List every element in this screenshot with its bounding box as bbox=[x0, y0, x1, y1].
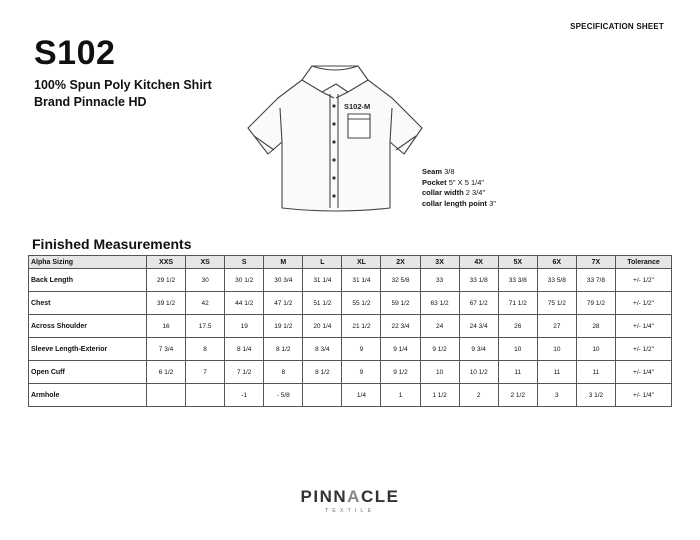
measurement-cell: +/- 1/4" bbox=[616, 315, 672, 338]
logo-wordmark: PINNACLE bbox=[300, 487, 400, 506]
measurement-cell: 17.5 bbox=[186, 315, 225, 338]
section-title: Finished Measurements bbox=[32, 236, 192, 252]
measurement-cell: 9 bbox=[342, 361, 381, 384]
measurement-cell: 24 bbox=[420, 315, 459, 338]
measurement-cell: 30 3/4 bbox=[264, 269, 303, 292]
measurement-cell: 8 3/4 bbox=[303, 338, 342, 361]
measurement-cell: 6 1/2 bbox=[147, 361, 186, 384]
header-cell: Tolerance bbox=[616, 256, 672, 269]
measurement-cell: 1 1/2 bbox=[420, 384, 459, 407]
product-name: 100% Spun Poly Kitchen Shirt bbox=[34, 78, 212, 92]
header-cell: 2X bbox=[381, 256, 420, 269]
measurement-cell: 29 1/2 bbox=[147, 269, 186, 292]
measurement-cell: 30 bbox=[186, 269, 225, 292]
measurement-cell: 30 1/2 bbox=[225, 269, 264, 292]
measurement-cell: 1 bbox=[381, 384, 420, 407]
measurement-cell: 39 1/2 bbox=[147, 292, 186, 315]
measurement-cell: 67 1/2 bbox=[459, 292, 498, 315]
header-cell: 3X bbox=[420, 256, 459, 269]
measurement-cell: +/- 1/2" bbox=[616, 269, 672, 292]
measurement-cell: 51 1/2 bbox=[303, 292, 342, 315]
measurement-cell: +/- 1/4" bbox=[616, 384, 672, 407]
measurement-cell bbox=[186, 384, 225, 407]
measurement-cell: 2 1/2 bbox=[498, 384, 537, 407]
measurement-cell: 9 1/4 bbox=[381, 338, 420, 361]
measurement-cell: +/- 1/2" bbox=[616, 338, 672, 361]
header-cell: S bbox=[225, 256, 264, 269]
measurement-cell: 79 1/2 bbox=[576, 292, 615, 315]
measurement-cell: 33 7/8 bbox=[576, 269, 615, 292]
header-cell: XS bbox=[186, 256, 225, 269]
measurement-cell: 19 bbox=[225, 315, 264, 338]
note-row: Seam 3/8 bbox=[422, 167, 455, 176]
measurement-cell: 16 bbox=[147, 315, 186, 338]
measurement-cell: 8 1/4 bbox=[225, 338, 264, 361]
measurement-cell: 7 1/2 bbox=[225, 361, 264, 384]
measurement-cell: 3 bbox=[537, 384, 576, 407]
sheet-label: SPECIFICATION SHEET bbox=[570, 22, 664, 31]
measurement-cell: 31 1/4 bbox=[342, 269, 381, 292]
brand-name: Brand Pinnacle HD bbox=[34, 95, 147, 109]
measurement-cell: 32 5/8 bbox=[381, 269, 420, 292]
table-row bbox=[29, 292, 672, 315]
measurement-cell: 33 1/8 bbox=[459, 269, 498, 292]
pinnacle-logo bbox=[0, 487, 700, 514]
measurement-cell: 10 1/2 bbox=[459, 361, 498, 384]
table-row bbox=[29, 361, 672, 384]
measurement-cell: 10 bbox=[420, 361, 459, 384]
row-label: Back Length bbox=[29, 269, 147, 292]
header-cell: 4X bbox=[459, 256, 498, 269]
measurement-cell: 7 bbox=[186, 361, 225, 384]
measurement-cell: 9 3/4 bbox=[459, 338, 498, 361]
measurement-cell: 8 1/2 bbox=[303, 361, 342, 384]
header-cell: 6X bbox=[537, 256, 576, 269]
style-code: S102 bbox=[34, 34, 116, 72]
measurement-cell: 24 3/4 bbox=[459, 315, 498, 338]
row-label: Chest bbox=[29, 292, 147, 315]
header-cell: M bbox=[264, 256, 303, 269]
note-row: collar width 2 3/4" bbox=[422, 188, 486, 197]
measurement-cell: 1/4 bbox=[342, 384, 381, 407]
measurement-cell: 8 bbox=[264, 361, 303, 384]
row-label: Sleeve Length-Exterior bbox=[29, 338, 147, 361]
measurement-cell: 10 bbox=[576, 338, 615, 361]
row-label: Open Cuff bbox=[29, 361, 147, 384]
measurement-cell: 9 1/2 bbox=[420, 338, 459, 361]
row-label: Armhole bbox=[29, 384, 147, 407]
measurement-cell: 19 1/2 bbox=[264, 315, 303, 338]
table-row bbox=[29, 269, 672, 292]
measurement-cell: 9 1/2 bbox=[381, 361, 420, 384]
header-cell: Alpha Sizing bbox=[29, 256, 147, 269]
table-row bbox=[29, 315, 672, 338]
measurement-cell: 3 1/2 bbox=[576, 384, 615, 407]
note-row: collar length point 3" bbox=[422, 198, 496, 208]
shirt-drawing bbox=[244, 58, 424, 218]
measurement-cell: 22 3/4 bbox=[381, 315, 420, 338]
measurement-cell: 11 bbox=[537, 361, 576, 384]
measurement-cell: 71 1/2 bbox=[498, 292, 537, 315]
header-cell: XXS bbox=[147, 256, 186, 269]
measurement-cell: - 5/8 bbox=[264, 384, 303, 407]
header-cell: 7X bbox=[576, 256, 615, 269]
measurement-cell: 10 bbox=[498, 338, 537, 361]
measurement-cell: 33 5/8 bbox=[537, 269, 576, 292]
measurement-cell: 7 3/4 bbox=[147, 338, 186, 361]
measurement-cell: +/- 1/4" bbox=[616, 361, 672, 384]
measurement-cell bbox=[147, 384, 186, 407]
measurement-cell: 44 1/2 bbox=[225, 292, 264, 315]
measurement-cell: 33 bbox=[420, 269, 459, 292]
measurement-cell: 8 1/2 bbox=[264, 338, 303, 361]
header-cell: XL bbox=[342, 256, 381, 269]
logo-tagline: TEXTILE bbox=[324, 508, 376, 514]
measurement-cell: 63 1/2 bbox=[420, 292, 459, 315]
measurement-cell: -1 bbox=[225, 384, 264, 407]
measurement-cell: 11 bbox=[498, 361, 537, 384]
table-header-row bbox=[29, 256, 672, 269]
measurement-cell: 75 1/2 bbox=[537, 292, 576, 315]
note-row: Pocket 5" X 5 1/4" bbox=[422, 177, 485, 187]
measurement-cell: 21 1/2 bbox=[342, 315, 381, 338]
pocket-label: S102-M bbox=[344, 102, 371, 111]
measurement-cell: 28 bbox=[576, 315, 615, 338]
measurement-cell: 55 1/2 bbox=[342, 292, 381, 315]
row-label: Across Shoulder bbox=[29, 315, 147, 338]
header-cell: 5X bbox=[498, 256, 537, 269]
measurement-cell: 20 1/4 bbox=[303, 315, 342, 338]
measurement-cell: 26 bbox=[498, 315, 537, 338]
header-cell: L bbox=[303, 256, 342, 269]
measurement-cell: 27 bbox=[537, 315, 576, 338]
table-row bbox=[29, 338, 672, 361]
measurement-cell: 31 1/4 bbox=[303, 269, 342, 292]
measurements-table bbox=[28, 255, 672, 407]
construction-notes bbox=[422, 167, 496, 209]
table-row bbox=[29, 384, 672, 407]
measurement-cell: 59 1/2 bbox=[381, 292, 420, 315]
measurement-cell: 9 bbox=[342, 338, 381, 361]
measurement-cell: 2 bbox=[459, 384, 498, 407]
measurement-cell: 42 bbox=[186, 292, 225, 315]
measurement-cell: 33 3/8 bbox=[498, 269, 537, 292]
measurement-cell: +/- 1/2" bbox=[616, 292, 672, 315]
measurement-cell: 8 bbox=[186, 338, 225, 361]
measurement-cell: 11 bbox=[576, 361, 615, 384]
measurement-cell: 47 1/2 bbox=[264, 292, 303, 315]
measurement-cell: 10 bbox=[537, 338, 576, 361]
measurement-cell bbox=[303, 384, 342, 407]
